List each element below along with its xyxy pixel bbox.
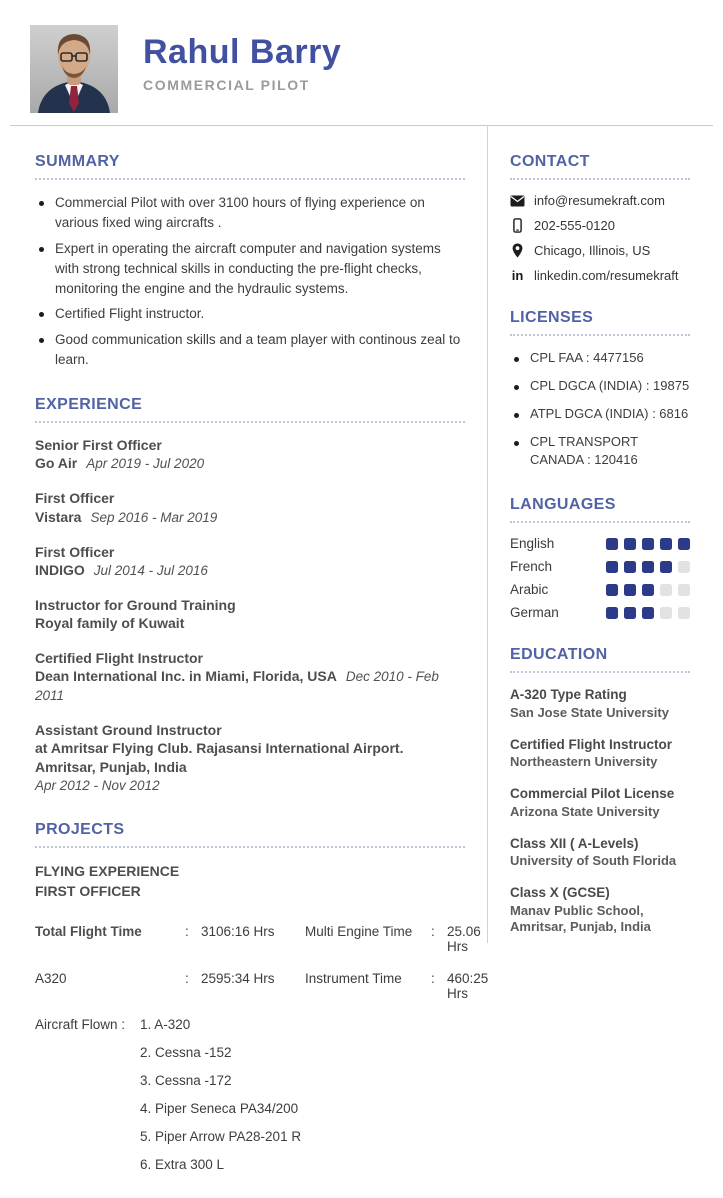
header [30, 25, 341, 113]
contact-location [510, 243, 690, 258]
licenses-list [510, 349, 690, 470]
education-degree: Certified Flight Instructor [510, 736, 672, 752]
job-dates: Dec 2010 - Feb 2011 [35, 669, 439, 704]
flight-time-value: 2595:34 Hrs [201, 970, 275, 986]
summary-bullet: Expert in operating the aircraft computer and navigation systems with strong technical skills in conducting the pre-flight checks, monitoring the engine and the hydraulic systems. [35, 239, 465, 300]
section-education [510, 646, 690, 936]
level-square-filled [660, 538, 672, 550]
level-square-filled [660, 561, 672, 573]
left-column [35, 153, 489, 1198]
languages-heading: LANGUAGES [510, 496, 690, 523]
experience-entry [35, 649, 465, 705]
phone-icon [510, 218, 525, 233]
job-dates: Jul 2014 - Jul 2016 [93, 563, 208, 579]
projects-subtitle-line1: FLYING EXPERIENCE [35, 863, 180, 880]
education-degree: Class XII ( A-Levels) [510, 835, 639, 851]
job-dates: Apr 2019 - Jul 2020 [86, 456, 205, 472]
colon: : [431, 970, 435, 986]
level-square-empty [678, 607, 690, 619]
job-company: Go Air [35, 455, 78, 472]
experience-entry [35, 596, 465, 633]
job-company: at Amritsar Flying Club. Rajasansi International Airport. Amritsar, Punjab, India [35, 740, 404, 775]
experience-entry [35, 489, 465, 526]
level-square-empty [678, 584, 690, 596]
content-columns [0, 153, 723, 1198]
job-title: Senior First Officer [35, 437, 162, 453]
email-icon [510, 193, 525, 208]
job-company: Dean International Inc. in Miami, Florida, USA [35, 668, 337, 685]
job-company: Royal family of Kuwait [35, 615, 185, 632]
level-square-empty [660, 607, 672, 619]
education-school: Northeastern University [510, 754, 658, 770]
job-dates: Sep 2016 - Mar 2019 [90, 509, 218, 525]
license-item: CPL FAA : 4477156 [510, 349, 690, 368]
flight-time-label: A320 [35, 970, 67, 986]
education-entry [510, 686, 690, 721]
aircraft-item: 4. Piper Seneca PA34/200 [140, 1100, 299, 1116]
language-name: German [510, 605, 559, 621]
language-row [510, 559, 690, 574]
job-company: INDIGO [35, 562, 85, 579]
location-icon [510, 243, 525, 258]
flight-times-table [35, 923, 489, 1001]
summary-bullet: Certified Flight instructor. [35, 304, 465, 324]
licenses-heading: LICENSES [510, 309, 690, 336]
education-entry [510, 884, 690, 936]
language-level-arabic [606, 584, 690, 596]
education-school: Arizona State University [510, 803, 660, 819]
flight-time-value: 25.06 Hrs [447, 923, 481, 954]
language-name: Arabic [510, 582, 549, 598]
person-role: COMMERCIAL PILOT [143, 77, 310, 93]
flight-time-label: Total Flight Time [35, 923, 142, 939]
level-square-filled [642, 538, 654, 550]
person-name: Rahul Barry [143, 33, 342, 71]
level-square-filled [606, 561, 618, 573]
level-square-filled [606, 538, 618, 550]
summary-bullet: Commercial Pilot with over 3100 hours of flying experience on various fixed wing aircrafts . [35, 193, 465, 234]
license-item: CPL TRANSPORT CANADA : 120416 [510, 433, 690, 471]
education-entry [510, 835, 690, 870]
education-degree: A-320 Type Rating [510, 687, 627, 703]
experience-entry [35, 721, 465, 795]
profile-photo [30, 25, 118, 113]
license-item: ATPL DGCA (INDIA) : 6816 [510, 405, 690, 424]
section-experience [35, 396, 465, 795]
language-name: French [510, 559, 553, 575]
job-title: Assistant Ground Instructor [35, 721, 222, 738]
section-summary [35, 153, 465, 370]
section-contact [510, 153, 690, 283]
experience-entry [35, 543, 465, 580]
contact-location-text: Chicago, Illinois, US [534, 243, 651, 258]
contact-phone-text: 202-555-0120 [534, 218, 615, 233]
contact-email-text: info@resumekraft.com [534, 193, 665, 208]
summary-bullet: Good communication skills and a team player with continous zeal to learn. [35, 330, 465, 371]
level-square-filled [642, 561, 654, 573]
contact-phone [510, 218, 690, 233]
colon: : [185, 970, 189, 986]
section-projects [35, 821, 489, 1172]
aircraft-item: 1. A-320 [140, 1016, 191, 1032]
aircraft-item: 6. Extra 300 L [140, 1156, 225, 1172]
identity [143, 25, 341, 93]
job-title: Certified Flight Instructor [35, 649, 203, 666]
education-school: University of South Florida [510, 853, 677, 869]
job-company: Vistara [35, 508, 82, 525]
contact-heading: CONTACT [510, 153, 690, 180]
contact-email [510, 193, 690, 208]
level-square-filled [624, 538, 636, 550]
education-heading: EDUCATION [510, 646, 690, 673]
level-square-empty [678, 561, 690, 573]
contact-linkedin-text: linkedin.com/resumekraft [534, 268, 679, 283]
level-square-filled [624, 584, 636, 596]
section-languages [510, 496, 690, 620]
language-row [510, 582, 690, 597]
aircraft-item: 2. Cessna -152 [140, 1044, 232, 1060]
level-square-filled [624, 607, 636, 619]
education-entry [510, 785, 690, 820]
level-square-filled [606, 607, 618, 619]
education-entry [510, 736, 690, 771]
aircraft-flown [35, 1017, 465, 1172]
level-square-filled [642, 607, 654, 619]
summary-list [35, 193, 465, 370]
level-square-filled [642, 584, 654, 596]
summary-heading: SUMMARY [35, 153, 465, 180]
projects-heading: PROJECTS [35, 821, 465, 848]
colon: : [431, 923, 435, 939]
job-title: First Officer [35, 543, 115, 560]
language-row [510, 605, 690, 620]
linkedin-icon: in [511, 268, 524, 283]
experience-entry [35, 436, 465, 473]
level-square-filled [678, 538, 690, 550]
education-school: Manav Public School, Amritsar, Punjab, India [510, 902, 651, 935]
colon: : [185, 923, 189, 939]
language-level-french [606, 561, 690, 573]
flight-time-label: Instrument Time [305, 970, 402, 986]
flight-time-value: 460:25 Hrs [447, 970, 489, 1001]
contact-linkedin [510, 268, 690, 283]
job-title: First Officer [35, 490, 115, 507]
language-name: English [510, 536, 555, 552]
projects-subtitle-line2: FIRST OFFICER [35, 883, 141, 900]
section-licenses [510, 309, 690, 470]
level-square-empty [660, 584, 672, 596]
flight-time-label: Multi Engine Time [305, 923, 413, 939]
profile-photo-image [30, 25, 118, 113]
license-item: CPL DGCA (INDIA) : 19875 [510, 377, 690, 396]
level-square-filled [606, 584, 618, 596]
level-square-filled [624, 561, 636, 573]
experience-heading: EXPERIENCE [35, 396, 465, 423]
job-title: Instructor for Ground Training [35, 596, 236, 613]
aircraft-item: 5. Piper Arrow PA28-201 R [140, 1128, 302, 1144]
language-row [510, 536, 690, 551]
language-level-english [606, 538, 690, 550]
flight-time-value: 3106:16 Hrs [201, 923, 275, 939]
job-dates: Apr 2012 - Nov 2012 [35, 778, 160, 794]
education-school: San Jose State University [510, 704, 669, 720]
header-divider [10, 125, 713, 126]
aircraft-item: 3. Cessna -172 [140, 1072, 232, 1088]
language-level-german [606, 607, 690, 619]
aircraft-flown-label: Aircraft Flown : [35, 1016, 126, 1032]
right-column [510, 153, 690, 1198]
education-degree: Commercial Pilot License [510, 786, 675, 802]
education-degree: Class X (GCSE) [510, 884, 610, 900]
